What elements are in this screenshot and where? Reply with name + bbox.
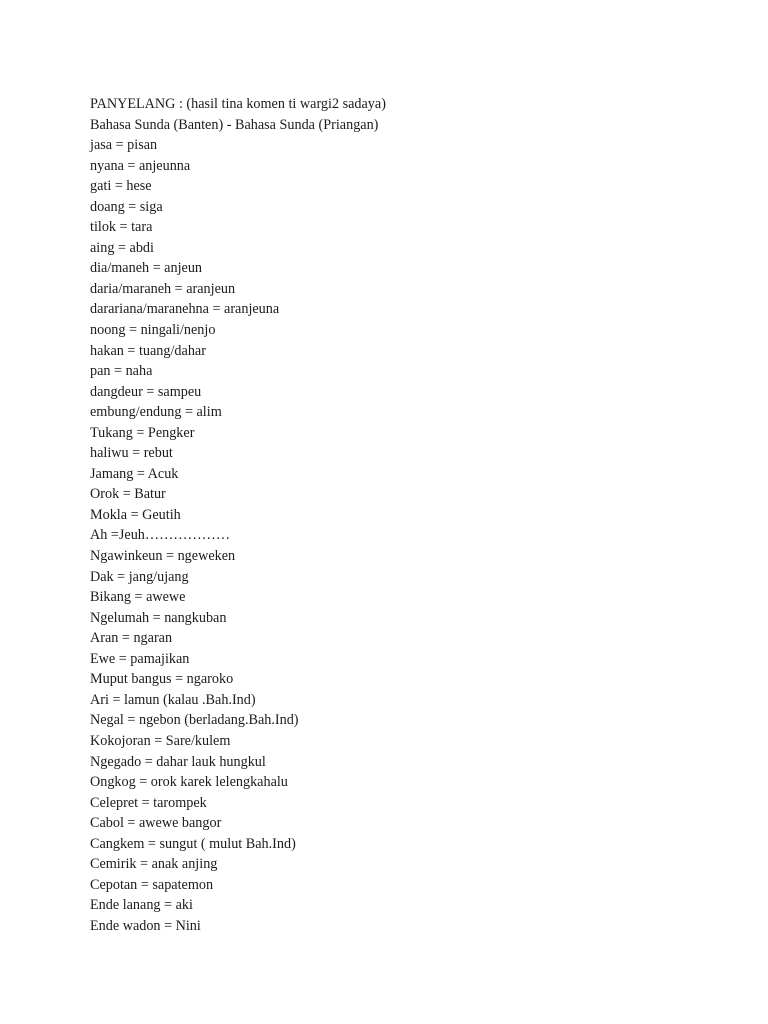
entry-line: Ende lanang = aki <box>90 897 193 914</box>
entry-line: Muput bangus = ngaroko <box>90 671 234 688</box>
entry-line: aing = abdi <box>90 239 154 256</box>
entry-line: daria/maraneh = aranjeun <box>90 280 236 297</box>
entry-line: tilok = tara <box>90 219 153 236</box>
entry-line: Ngelumah = nangkuban <box>90 609 227 626</box>
document-heading: PANYELANG : (hasil tina komen ti wargi2 sadaya) <box>90 96 386 112</box>
entry-line: darariana/maranehna = aranjeuna <box>90 301 280 318</box>
entry-line: dangdeur = sampeu <box>90 383 202 400</box>
entry-line: Ewe = pamajikan <box>90 650 190 667</box>
document-subheading: Bahasa Sunda (Banten) - Bahasa Sunda (Priangan) <box>90 116 379 133</box>
entry-line: doang = siga <box>90 198 163 215</box>
entry-line: Orok = Batur <box>90 486 166 503</box>
entry-line: Ari = lamun (kalau .Bah.Ind) <box>90 691 256 708</box>
entry-line: Aran = ngaran <box>90 630 173 647</box>
entry-line: pan = naha <box>90 363 153 380</box>
entry-line: Ende wadon = Nini <box>90 917 201 934</box>
entry-line: Cepotan = sapatemon <box>90 876 214 893</box>
entry-line: Bikang = awewe <box>90 589 186 606</box>
entry-line: Kokojoran = Sare/kulem <box>90 732 231 749</box>
entry-line: noong = ningali/nenjo <box>90 322 216 339</box>
entry-line: Ngegado = dahar lauk hungkul <box>90 753 266 770</box>
entry-line: gati = hese <box>90 178 152 195</box>
entry-line: Cangkem = sungut ( mulut Bah.Ind) <box>90 835 296 852</box>
entry-line: dia/maneh = anjeun <box>90 260 203 277</box>
document-page <box>90 94 730 936</box>
entry-line: Cabol = awewe bangor <box>90 815 222 832</box>
entry-line: Ngawinkeun = ngeweken <box>90 548 236 565</box>
entry-line: Negal = ngebon (berladang.Bah.Ind) <box>90 712 299 729</box>
entry-line: Ongkog = orok karek lelengkahalu <box>90 774 288 791</box>
entry-line: haliwu = rebut <box>90 445 173 462</box>
entry-line: hakan = tuang/dahar <box>90 342 206 359</box>
entry-line: Cemirik = anak anjing <box>90 856 218 873</box>
entry-line: Celepret = tarompek <box>90 794 207 811</box>
entry-line: Tukang = Pengker <box>90 424 195 441</box>
entry-line: embung/endung = alim <box>90 404 222 421</box>
entry-line: Mokla = Geutih <box>90 506 181 523</box>
entry-line: nyana = anjeunna <box>90 157 191 174</box>
entry-line: Dak = jang/ujang <box>90 568 189 585</box>
entry-line: Ah =Jeuh……………… <box>90 527 231 544</box>
entry-line: Jamang = Acuk <box>90 465 179 482</box>
entry-line: jasa = pisan <box>90 137 158 154</box>
